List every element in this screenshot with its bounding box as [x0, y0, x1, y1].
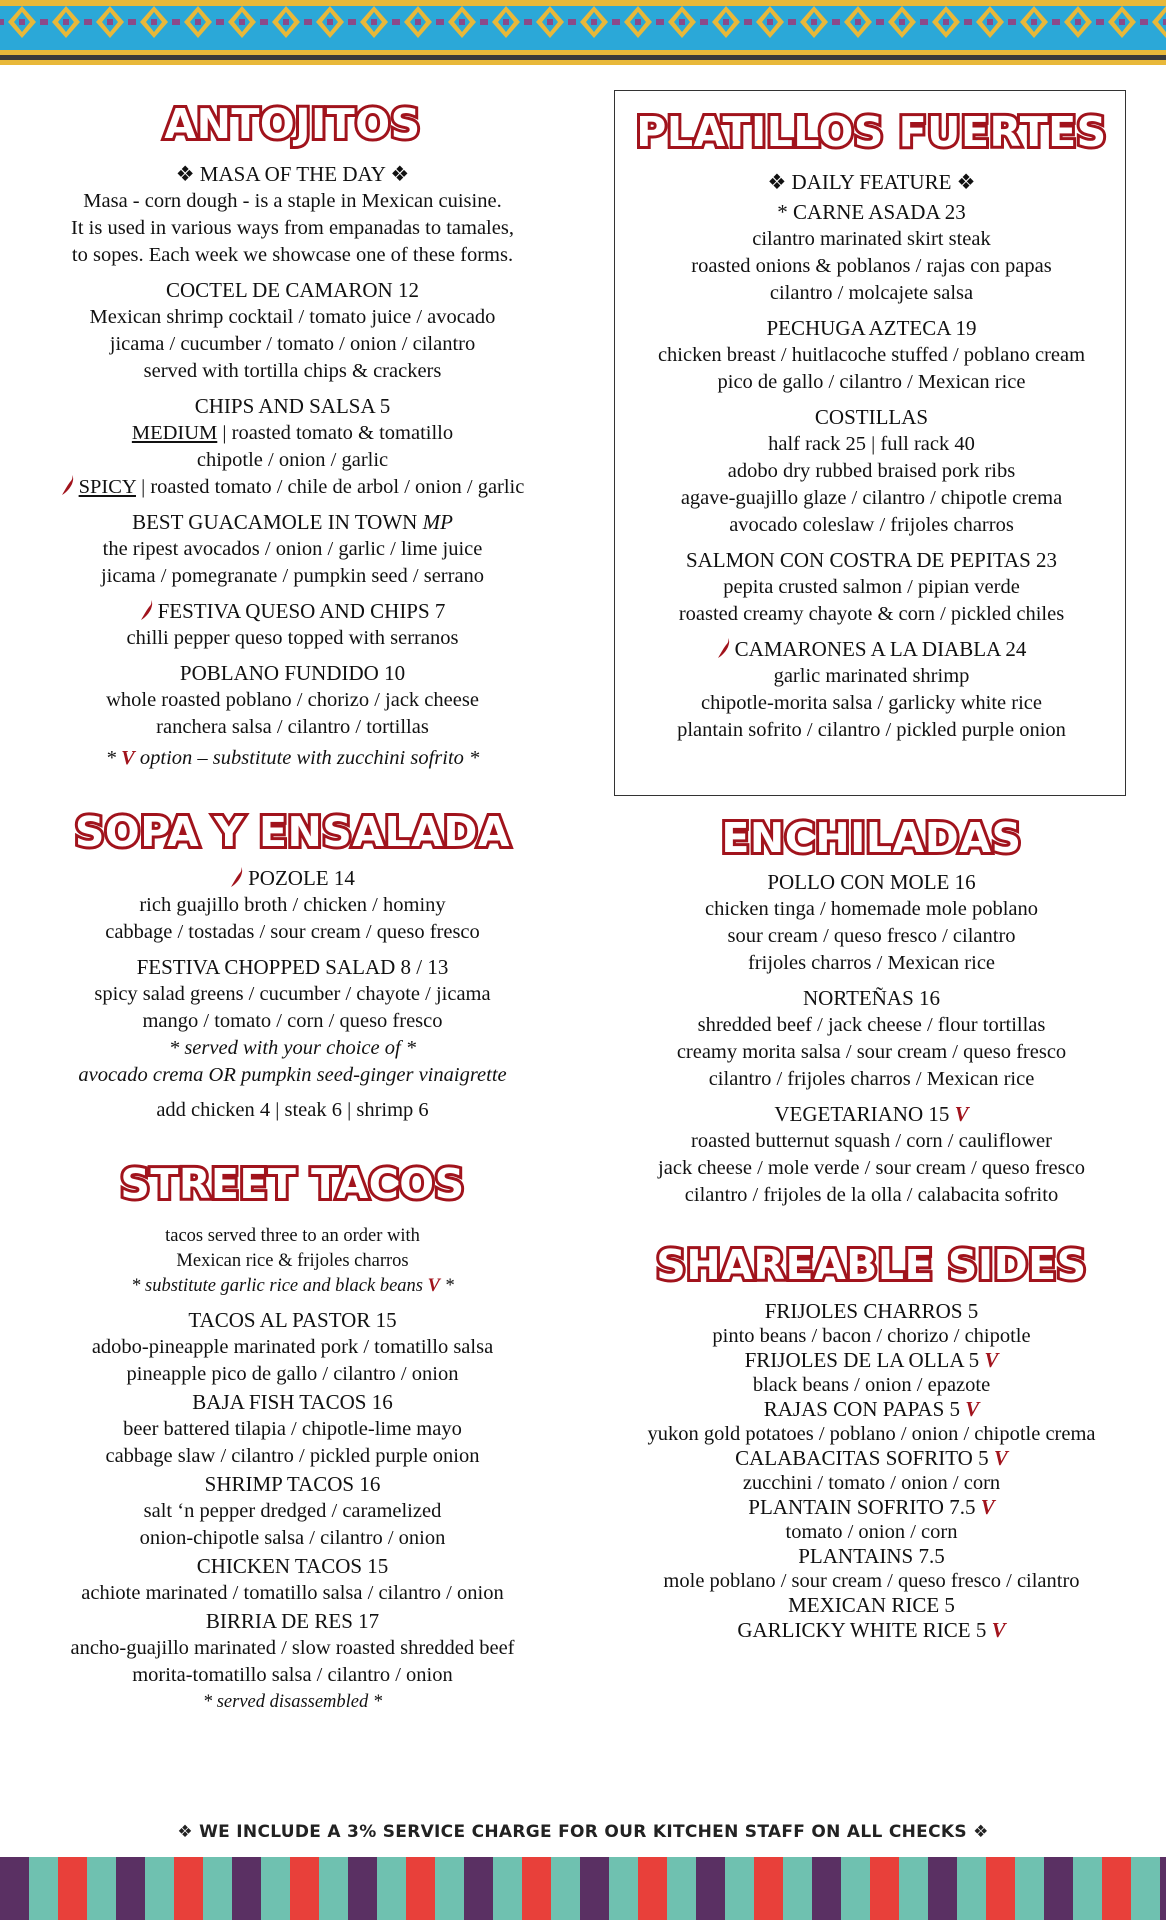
birria-note: * served disassembled *: [202, 1692, 383, 1712]
menu-desc: chipotle-morita salsa / garlicky white rice: [701, 692, 1042, 714]
stripe: [116, 1857, 145, 1920]
stripe: [319, 1857, 348, 1920]
menu-desc: [0, 420, 585, 447]
substitution-note: [0, 1274, 585, 1299]
side-item-desc: zucchini / tomato / onion / corn: [742, 1471, 1001, 1494]
side-item-name: RAJAS CON PAPAS 5: [763, 1397, 966, 1421]
menu-desc: cilantro / frijoles de la olla / calabacita sofrito: [684, 1184, 1059, 1206]
side-item-desc: tomato / onion / corn: [785, 1520, 958, 1543]
stripe: [87, 1857, 116, 1920]
menu-desc: mango / tomato / corn / queso fresco: [142, 1010, 443, 1032]
menu-desc: jicama / pomegranate / pumpkin seed / serrano: [100, 565, 485, 587]
menu-desc: half rack 25 | full rack 40: [768, 433, 975, 455]
stripe: [957, 1857, 986, 1920]
stripe: [145, 1857, 174, 1920]
menu-desc: agave-guajillo glaze / cilantro / chipotle crema: [680, 487, 1063, 509]
stripe: [29, 1857, 58, 1920]
salsa-medium-label: MEDIUM: [131, 422, 218, 444]
section-title-sopa-y-ensalada: SOPA Y ENSALADA: [74, 808, 511, 856]
menu-desc: cabbage / tostadas / sour cream / queso fresco: [105, 921, 480, 943]
salsa-medium-desc: | roasted tomato & tomatillo: [217, 422, 454, 444]
taco-item-desc: adobo-pineapple marinated pork / tomatillo salsa: [91, 1336, 494, 1358]
menu-item-title: FESTIVA CHOPPED SALAD 8 / 13: [136, 955, 449, 979]
menu-desc: chipotle / onion / garlic: [196, 449, 389, 471]
side-item-name: MEXICAN RICE 5: [788, 1593, 955, 1617]
taco-item-title: SHRIMP TACOS 16: [204, 1472, 381, 1496]
salsa-spicy-label: SPICY: [78, 476, 136, 498]
side-item-name: GARLICKY WHITE RICE 5: [737, 1617, 992, 1642]
menu-desc: roasted onions & poblanos / rajas con papas: [691, 255, 1052, 277]
dressing-note: avocado crema OR pumpkin seed-ginger vinaigrette: [78, 1064, 507, 1086]
menu-desc: plantain sofrito / cilantro / pickled purple onion: [677, 719, 1066, 741]
menu-desc: spicy salad greens / cucumber / chayote / jicama: [94, 983, 491, 1005]
left-column: [0, 98, 585, 1716]
stripe: [0, 1857, 29, 1920]
stripe: [377, 1857, 406, 1920]
taco-item-desc: pineapple pico de gallo / cilantro / onion: [126, 1363, 459, 1385]
protein-addons: add chicken 4 | steak 6 | shrimp 6: [156, 1099, 429, 1121]
chili-pepper-icon: [140, 599, 154, 621]
salsa-spicy-desc: | roasted tomato / chile de arbol / onion / garlic: [135, 476, 525, 498]
menu-item-title: [0, 864, 585, 892]
menu-item-title: [614, 1100, 1129, 1128]
menu-desc: ranchera salsa / cilantro / tortillas: [156, 716, 429, 738]
vegetarian-v-icon: V: [980, 1495, 995, 1519]
taco-item-desc: cabbage slaw / cilantro / pickled purple onion: [105, 1445, 480, 1467]
stripe: [58, 1857, 87, 1920]
stripe: [261, 1857, 290, 1920]
side-item-name: PLANTAIN SOFRITO 7.5: [748, 1495, 981, 1519]
menu-desc: jicama / cucumber / tomato / onion / cilantro: [109, 333, 476, 355]
right-column: [614, 90, 1129, 1642]
menu-desc: Masa - corn dough - is a staple in Mexican cuisine.: [83, 190, 502, 212]
stripe: [609, 1857, 638, 1920]
section-title-antojitos: ANTOJITOS: [164, 100, 421, 148]
menu-item-title: POLLO CON MOLE 16: [767, 870, 976, 894]
taco-item-title: TACOS AL PASTOR 15: [188, 1308, 397, 1332]
side-item-desc: black beans / onion / epazote: [752, 1373, 991, 1396]
menu-item-title: [0, 597, 585, 625]
stripe: [1160, 1857, 1166, 1920]
sides-list: [614, 1299, 1129, 1642]
service-charge-note: ❖ WE INCLUDE A 3% SERVICE CHARGE FOR OUR KITCHEN STAFF ON ALL CHECKS ❖: [177, 1822, 989, 1842]
menu-desc: the ripest avocados / onion / garlic / lime juice: [102, 538, 483, 560]
stripe: [290, 1857, 319, 1920]
vegetarian-v-icon: V: [427, 1276, 440, 1296]
taco-item-desc: morita-tomatillo salsa / cilantro / onion: [132, 1664, 453, 1686]
stripe: [232, 1857, 261, 1920]
vegetarian-v-icon: V: [993, 1446, 1008, 1470]
menu-item-title: COSTILLAS: [814, 405, 929, 429]
menu-desc: frijoles charros / Mexican rice: [747, 952, 996, 974]
menu-desc: sour cream / queso fresco / cilantro: [727, 925, 1016, 947]
menu-desc: roasted creamy chayote & corn / pickled chiles: [678, 603, 1065, 625]
side-item-title: [614, 1495, 1129, 1520]
stripe: [522, 1857, 551, 1920]
stripe: [667, 1857, 696, 1920]
taco-item-title: BIRRIA DE RES 17: [205, 1609, 380, 1633]
taco-item-desc: salt ‘n pepper dredged / caramelized: [143, 1500, 442, 1522]
stripe: [986, 1857, 1015, 1920]
stripe: [638, 1857, 667, 1920]
menu-desc: rich guajillo broth / chicken / hominy: [139, 894, 446, 916]
menu-desc: served with tortilla chips & crackers: [143, 360, 442, 382]
vegetarian-v-icon: V: [965, 1397, 980, 1421]
vegetarian-v-icon: V: [121, 747, 135, 769]
queso-title: FESTIVA QUESO AND CHIPS 7: [157, 599, 446, 623]
daily-feature-heading: ❖ DAILY FEATURE ❖: [767, 170, 976, 194]
side-item-name: CALABACITAS SOFRITO 5: [735, 1446, 994, 1470]
vegetarian-v-icon: V: [984, 1348, 999, 1372]
chili-pepper-icon: [717, 637, 731, 659]
menu-desc: adobo dry rubbed braised pork ribs: [727, 460, 1016, 482]
stripe: [580, 1857, 609, 1920]
side-item-title: [614, 1397, 1129, 1422]
menu-desc: cilantro marinated skirt steak: [752, 228, 991, 250]
vegetarian-v-icon: V: [954, 1102, 969, 1126]
menu-desc: tacos served three to an order with: [165, 1226, 420, 1246]
top-decorative-border: [0, 0, 1166, 70]
side-item-title: [614, 1348, 1129, 1373]
stripe: [203, 1857, 232, 1920]
menu-item-title: SALMON CON COSTRA DE PEPITAS 23: [685, 548, 1058, 572]
bottom-decorative-border: [0, 1857, 1166, 1920]
side-item-name: FRIJOLES CHARROS 5: [764, 1299, 979, 1323]
note-text: option – substitute with zucchini sofrito *: [134, 747, 480, 769]
menu-desc: jack cheese / mole verde / sour cream / queso fresco: [658, 1157, 1085, 1179]
stripe: [841, 1857, 870, 1920]
stripe: [1015, 1857, 1044, 1920]
vegetarian-option-note: [0, 745, 585, 772]
guac-title: BEST GUACAMOLE IN TOWN: [132, 510, 423, 534]
side-item-desc: pinto beans / bacon / chorizo / chipotle: [712, 1324, 1031, 1347]
menu-item-title: * CARNE ASADA 23: [777, 200, 966, 224]
stripe: [783, 1857, 812, 1920]
menu-desc: cilantro / frijoles charros / Mexican rice: [708, 1068, 1035, 1090]
stripe: [406, 1857, 435, 1920]
taco-item-title: BAJA FISH TACOS 16: [192, 1390, 393, 1414]
chili-pepper-icon: [230, 866, 244, 888]
taco-item-desc: onion-chipotle salsa / cilantro / onion: [139, 1527, 446, 1549]
stripe: [812, 1857, 841, 1920]
stripe: [928, 1857, 957, 1920]
stripe: [1102, 1857, 1131, 1920]
section-title-street-tacos: STREET TACOS: [120, 1160, 465, 1208]
stripe: [435, 1857, 464, 1920]
masa-of-the-day-heading: ❖ MASA OF THE DAY ❖: [175, 162, 410, 186]
side-item-desc: yukon gold potatoes / poblano / onion / chipotle crema: [647, 1422, 1096, 1445]
vegetariano-title: VEGETARIANO 15: [774, 1102, 955, 1126]
menu-desc: Mexican shrimp cocktail / tomato juice / avocado: [89, 306, 496, 328]
market-price-label: MP: [422, 510, 453, 534]
dressing-note: * served with your choice of *: [168, 1037, 417, 1059]
menu-item-title: [0, 508, 585, 536]
section-title-enchiladas: ENCHILADAS: [721, 814, 1022, 862]
side-item-title: [614, 1446, 1129, 1471]
stripe: [899, 1857, 928, 1920]
menu-item-title: COCTEL DE CAMARON 12: [166, 278, 419, 302]
menu-item-title: [614, 635, 1129, 663]
side-item-name: PLANTAINS 7.5: [798, 1544, 945, 1568]
menu-desc: creamy morita salsa / sour cream / queso fresco: [676, 1041, 1067, 1063]
note-text: * substitute garlic rice and black beans: [131, 1276, 428, 1296]
menu-desc: avocado coleslaw / frijoles charros: [729, 514, 1014, 536]
section-title-shareable-sides: SHAREABLE SIDES: [656, 1241, 1087, 1289]
menu-desc: chicken tinga / homemade mole poblano: [704, 898, 1039, 920]
side-item-name: FRIJOLES DE LA OLLA 5: [744, 1348, 985, 1372]
menu-item-title: POBLANO FUNDIDO 10: [179, 661, 406, 685]
note-text: *: [105, 747, 122, 769]
stripe: [870, 1857, 899, 1920]
stripe: [1073, 1857, 1102, 1920]
stripe: [754, 1857, 783, 1920]
menu-desc: chilli pepper queso topped with serranos: [126, 627, 459, 649]
stripe: [551, 1857, 580, 1920]
menu-desc: pico de gallo / cilantro / Mexican rice: [717, 371, 1026, 393]
vegetarian-v-icon: V: [991, 1617, 1006, 1642]
stripe: [1044, 1857, 1073, 1920]
stripe: [174, 1857, 203, 1920]
menu-desc: It is used in various ways from empanadas to tamales,: [71, 217, 514, 239]
menu-desc: pepita crusted salmon / pipian verde: [723, 576, 1020, 598]
stripe: [725, 1857, 754, 1920]
side-item-desc: mole poblano / sour cream / queso fresco / cilantro: [663, 1569, 1080, 1592]
stripe: [696, 1857, 725, 1920]
menu-item-title: PECHUGA AZTECA 19: [766, 316, 977, 340]
stripe: [1131, 1857, 1160, 1920]
pozole-title: POZOLE 14: [248, 866, 355, 890]
menu-item-title: CHIPS AND SALSA 5: [194, 394, 391, 418]
tacos-list: [0, 1306, 585, 1689]
side-item-title: [614, 1618, 1129, 1643]
menu-desc: to sopes. Each week we showcase one of these forms.: [71, 244, 514, 266]
side-item-title: [614, 1593, 1129, 1618]
menu-desc: garlic marinated shrimp: [773, 665, 970, 687]
taco-item-desc: ancho-guajillo marinated / slow roasted shredded beef: [70, 1637, 515, 1659]
menu-desc: chicken breast / huitlacoche stuffed / poblano cream: [657, 344, 1086, 366]
menu-item-title: NORTEÑAS 16: [803, 986, 940, 1010]
menu-desc: whole roasted poblano / chorizo / jack cheese: [106, 689, 479, 711]
chili-pepper-icon: [61, 474, 75, 496]
diabla-title: CAMARONES A LA DIABLA 24: [734, 637, 1027, 661]
stripe: [493, 1857, 522, 1920]
taco-item-title: CHICKEN TACOS 15: [196, 1554, 389, 1578]
menu-desc: cilantro / molcajete salsa: [769, 282, 974, 304]
menu-desc: roasted butternut squash / corn / cauliflower: [691, 1130, 1052, 1152]
note-text: *: [439, 1276, 454, 1296]
taco-item-desc: beer battered tilapia / chipotle-lime mayo: [123, 1418, 462, 1440]
stripe: [464, 1857, 493, 1920]
menu-desc: shredded beef / jack cheese / flour tortillas: [697, 1014, 1046, 1036]
side-item-title: [614, 1299, 1129, 1324]
menu-desc: Mexican rice & frijoles charros: [176, 1251, 409, 1271]
side-item-title: [614, 1544, 1129, 1569]
stripe: [348, 1857, 377, 1920]
taco-item-desc: achiote marinated / tomatillo salsa / cilantro / onion: [81, 1582, 504, 1604]
section-title-platillos-fuertes: PLATILLOS FUERTES: [636, 108, 1107, 156]
menu-desc: [0, 474, 585, 501]
